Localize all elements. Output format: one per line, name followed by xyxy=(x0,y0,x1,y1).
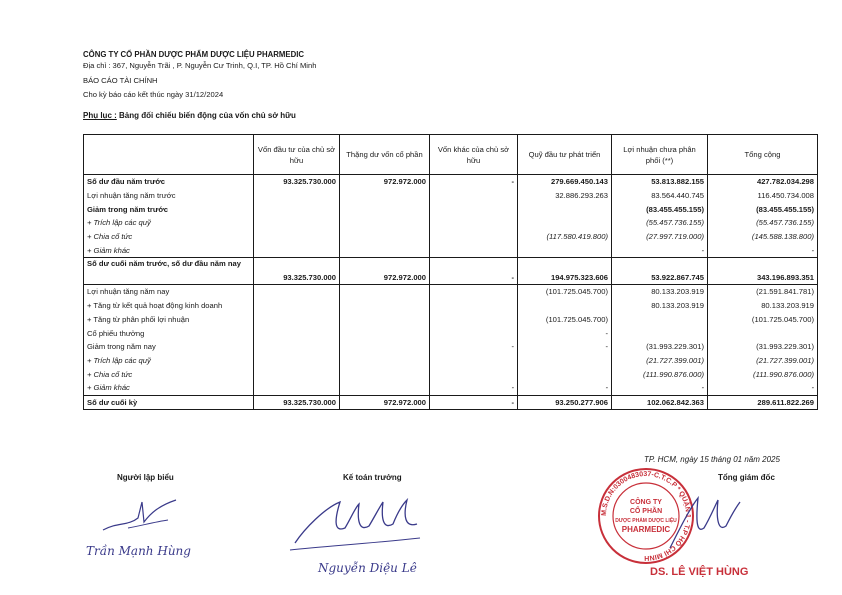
date-line: TP. HCM, ngày 15 tháng 01 năm 2025 xyxy=(644,455,780,464)
row-value xyxy=(430,367,518,381)
row-value xyxy=(254,381,340,395)
row-value: (111.990.876.000) xyxy=(708,367,818,381)
header-cell xyxy=(84,135,254,175)
row-value: 93.250.277.906 xyxy=(518,395,612,410)
row-value: 194.975.323.606 xyxy=(518,258,612,285)
row-value xyxy=(254,313,340,327)
row-value: - xyxy=(430,258,518,285)
row-value: (55.457.736.155) xyxy=(612,216,708,230)
row-value: 32.886.293.263 xyxy=(518,189,612,203)
row-value: - xyxy=(518,381,612,395)
row-value: 53.813.882.155 xyxy=(612,175,708,189)
row-value xyxy=(518,354,612,368)
table-row xyxy=(84,395,818,410)
table-row xyxy=(84,230,818,244)
row-value xyxy=(254,230,340,244)
row-value: - xyxy=(430,175,518,189)
row-value: 972.972.000 xyxy=(340,258,430,285)
row-value: (31.993.229.301) xyxy=(708,340,818,354)
row-value: - xyxy=(612,381,708,395)
row-value xyxy=(518,367,612,381)
company-name: CÔNG TY CỔ PHẦN DƯỢC PHẨM DƯỢC LIỆU PHARMEDIC xyxy=(83,50,305,59)
row-value xyxy=(340,216,430,230)
table-row xyxy=(84,313,818,327)
table-row xyxy=(84,258,818,285)
header-cell: Lợi nhuận chưa phân phối (**) xyxy=(612,135,708,175)
row-value xyxy=(340,340,430,354)
accountant-title: Kế toán trưởng xyxy=(343,473,402,482)
row-value xyxy=(518,243,612,257)
row-value: - xyxy=(430,340,518,354)
preparer-title: Người lập biểu xyxy=(117,473,174,482)
row-label: + Chia cổ tức xyxy=(84,367,254,381)
row-value xyxy=(254,340,340,354)
row-value xyxy=(430,216,518,230)
row-value xyxy=(340,313,430,327)
row-value: 116.450.734.008 xyxy=(708,189,818,203)
row-value xyxy=(340,202,430,216)
stamp-line1: CÔNG TY xyxy=(630,499,662,506)
row-value xyxy=(340,381,430,395)
row-value: (83.455.455.155) xyxy=(612,202,708,216)
table-row xyxy=(84,216,818,230)
row-value xyxy=(340,354,430,368)
row-value: 427.782.034.298 xyxy=(708,175,818,189)
row-value: 972.972.000 xyxy=(340,175,430,189)
table-header-row xyxy=(84,135,818,175)
table-row xyxy=(84,354,818,368)
row-value xyxy=(430,313,518,327)
row-value: - xyxy=(430,381,518,395)
row-label: + Giảm khác xyxy=(84,381,254,395)
row-label: + Trích lập các quỹ xyxy=(84,354,254,368)
row-value: (21.591.841.781) xyxy=(708,285,818,299)
row-value xyxy=(518,299,612,313)
table-row xyxy=(84,381,818,395)
table-row xyxy=(84,340,818,354)
director-signature xyxy=(660,488,750,558)
row-value: 972.972.000 xyxy=(340,395,430,410)
row-label: + Trích lập các quỹ xyxy=(84,216,254,230)
row-label: Lợi nhuận tăng năm trước xyxy=(84,189,254,203)
row-value: (21.727.399.001) xyxy=(708,354,818,368)
director-title: Tổng giám đốc xyxy=(718,473,775,482)
row-value xyxy=(340,243,430,257)
row-value xyxy=(340,189,430,203)
stamp-line3: DƯỢC PHẨM DƯỢC LIỆU xyxy=(615,518,677,524)
row-value xyxy=(254,367,340,381)
table-row xyxy=(84,175,818,189)
appendix-text: Bảng đối chiếu biến động của vốn chủ sở hữu xyxy=(119,111,296,120)
row-value: (21.727.399.001) xyxy=(612,354,708,368)
row-label: + Tăng từ kết quả hoạt động kinh doanh xyxy=(84,299,254,313)
stamp-line4: PHARMEDIC xyxy=(621,525,671,534)
row-label: Số dư cuối kỳ xyxy=(84,395,254,410)
director-name: DS. LÊ VIỆT HÙNG xyxy=(650,566,749,578)
table-row xyxy=(84,202,818,216)
row-value xyxy=(254,189,340,203)
row-value: (101.725.045.700) xyxy=(708,313,818,327)
row-value xyxy=(254,216,340,230)
row-value: 80.133.203.919 xyxy=(612,299,708,313)
row-value xyxy=(340,230,430,244)
row-label: + Tăng từ phân phối lợi nhuận xyxy=(84,313,254,327)
table-row xyxy=(84,326,818,340)
row-value xyxy=(254,202,340,216)
row-value xyxy=(430,354,518,368)
row-value xyxy=(430,230,518,244)
row-label: + Chia cổ tức xyxy=(84,230,254,244)
row-value: (101.725.045.700) xyxy=(518,285,612,299)
preparer-name: Trần Mạnh Hùng xyxy=(86,544,191,558)
row-value: (55.457.736.155) xyxy=(708,216,818,230)
row-value xyxy=(430,285,518,299)
row-value xyxy=(340,367,430,381)
row-label: Số dư đầu năm trước xyxy=(84,175,254,189)
row-value: (117.580.419.800) xyxy=(518,230,612,244)
company-address: Địa chỉ : 367, Nguyễn Trãi , P. Nguyễn Cư Trinh, Q.I, TP. Hồ Chí Minh xyxy=(83,61,317,70)
row-value xyxy=(340,299,430,313)
row-value: 80.133.203.919 xyxy=(612,285,708,299)
row-value: (111.990.876.000) xyxy=(612,367,708,381)
row-value xyxy=(340,326,430,340)
stamp-ring-text: M.S.D.N:0300483037-C.T.C.P * QUẬN 1 - T.P HỒ CHÍ MINH xyxy=(600,470,692,562)
row-label: Cổ phiếu thưởng xyxy=(84,326,254,340)
row-value xyxy=(430,202,518,216)
row-value xyxy=(254,326,340,340)
row-value: (27.997.719.000) xyxy=(612,230,708,244)
row-value: 102.062.842.363 xyxy=(612,395,708,410)
row-value xyxy=(518,216,612,230)
row-value xyxy=(254,354,340,368)
row-value xyxy=(254,299,340,313)
row-label: Lợi nhuận tăng năm nay xyxy=(84,285,254,299)
report-period: Cho kỳ báo cáo kết thúc ngày 31/12/2024 xyxy=(83,90,224,99)
header-cell: Vốn khác của chủ sở hữu xyxy=(430,135,518,175)
table-row xyxy=(84,299,818,313)
header-cell: Vốn đầu tư của chủ sở hữu xyxy=(254,135,340,175)
row-value: - xyxy=(518,340,612,354)
row-label: Giảm trong năm trước xyxy=(84,202,254,216)
row-value: - xyxy=(518,326,612,340)
row-value xyxy=(430,189,518,203)
appendix-title xyxy=(83,111,296,120)
row-value: 93.325.730.000 xyxy=(254,258,340,285)
row-value: 83.564.440.745 xyxy=(612,189,708,203)
row-value xyxy=(254,243,340,257)
row-value xyxy=(254,285,340,299)
header-cell: Quỹ đầu tư phát triển xyxy=(518,135,612,175)
row-value xyxy=(430,326,518,340)
row-value xyxy=(340,285,430,299)
row-value xyxy=(518,202,612,216)
row-value: 93.325.730.000 xyxy=(254,395,340,410)
row-value: 279.669.450.143 xyxy=(518,175,612,189)
row-value xyxy=(612,326,708,340)
row-value: (145.588.138.800) xyxy=(708,230,818,244)
header-cell: Thặng dư vốn cổ phần xyxy=(340,135,430,175)
equity-table xyxy=(83,134,818,410)
row-value xyxy=(612,313,708,327)
row-value: - xyxy=(708,381,818,395)
table-row xyxy=(84,243,818,257)
appendix-label: Phụ lục : xyxy=(83,111,117,120)
table-row xyxy=(84,189,818,203)
row-label: Số dư cuối năm trước, số dư đầu năm nay xyxy=(84,258,254,285)
row-value: 93.325.730.000 xyxy=(254,175,340,189)
row-label: Giảm trong năm nay xyxy=(84,340,254,354)
row-value xyxy=(430,243,518,257)
row-value: 343.196.893.351 xyxy=(708,258,818,285)
accountant-name: Nguyễn Diệu Lê xyxy=(318,561,417,575)
row-value: (101.725.045.700) xyxy=(518,313,612,327)
preparer-signature xyxy=(98,492,188,542)
row-value: 80.133.203.919 xyxy=(708,299,818,313)
table-row xyxy=(84,285,818,299)
row-value: - xyxy=(430,395,518,410)
row-value: 289.611.822.269 xyxy=(708,395,818,410)
row-value: 53.922.867.745 xyxy=(612,258,708,285)
row-value: (83.455.455.155) xyxy=(708,202,818,216)
row-value: - xyxy=(708,243,818,257)
table-row xyxy=(84,367,818,381)
stamp-line2: CỔ PHẦN xyxy=(629,508,663,515)
row-value xyxy=(430,299,518,313)
row-value: (31.993.229.301) xyxy=(612,340,708,354)
row-label: + Giảm khác xyxy=(84,243,254,257)
report-title: BÁO CÁO TÀI CHÍNH xyxy=(83,76,158,85)
row-value: - xyxy=(612,243,708,257)
row-value xyxy=(708,326,818,340)
header-cell: Tổng cộng xyxy=(708,135,818,175)
accountant-signature xyxy=(285,488,425,558)
